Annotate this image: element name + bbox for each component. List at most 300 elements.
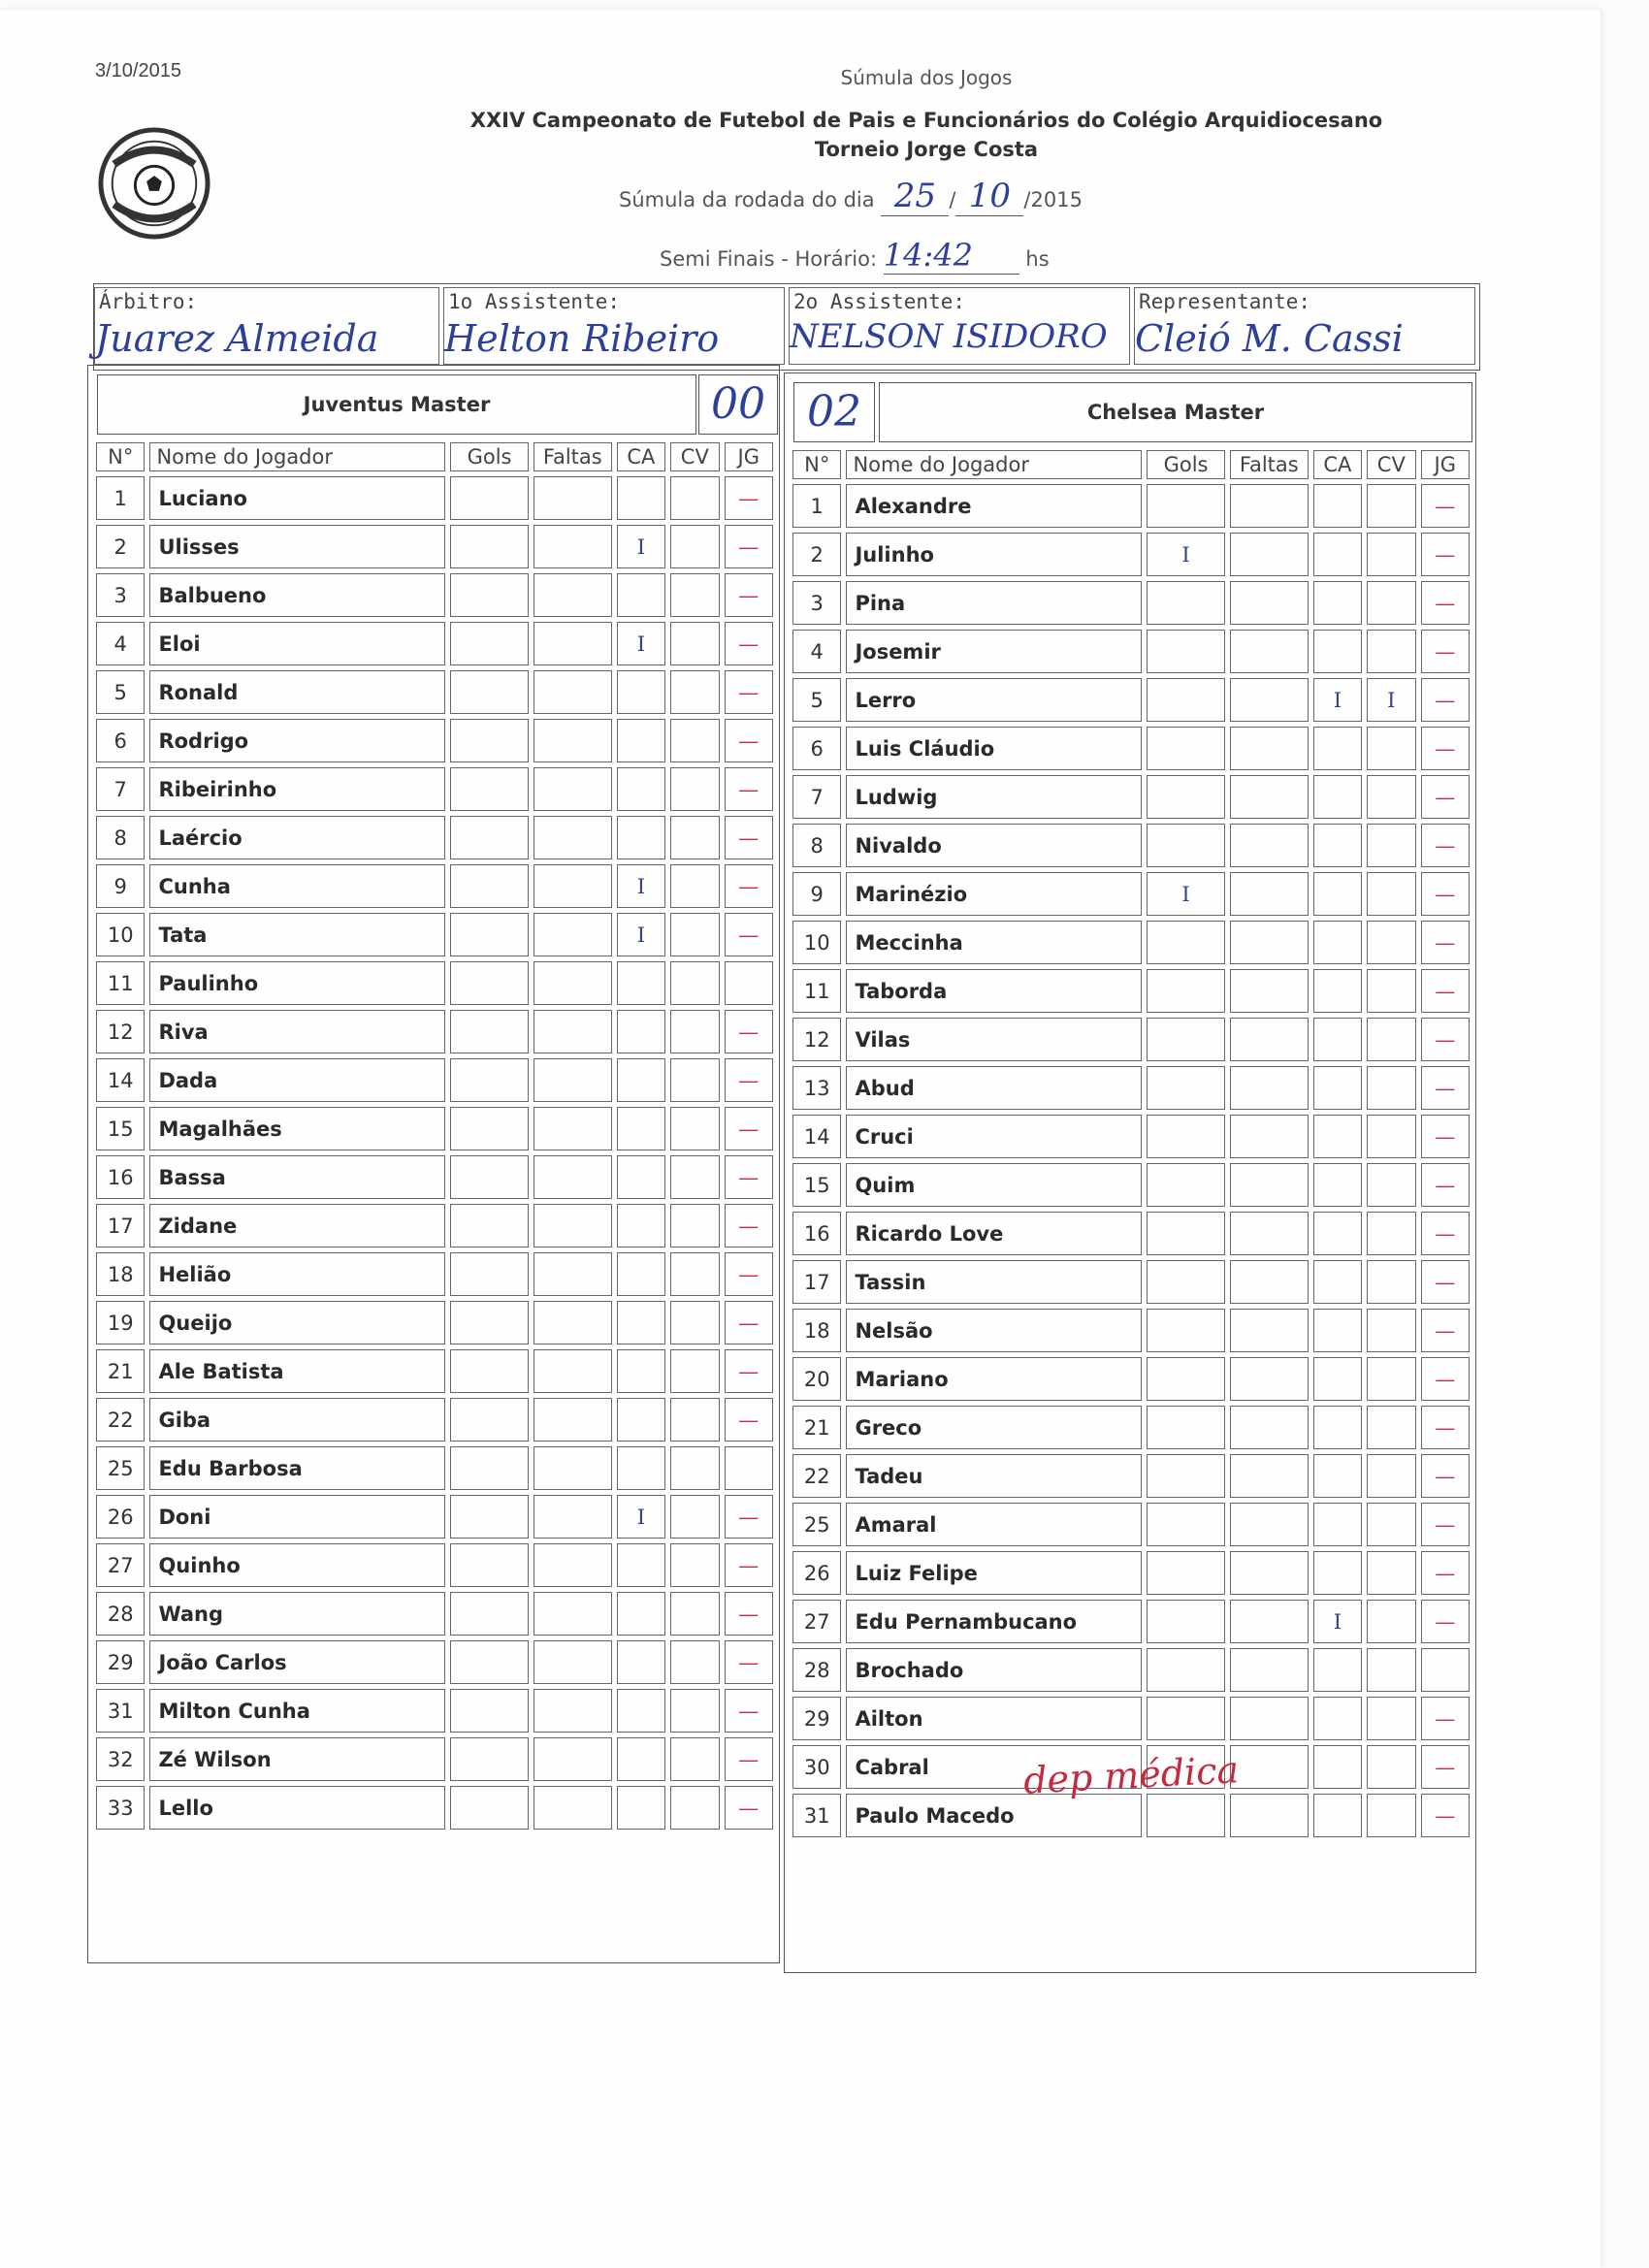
player-name: Riva (149, 1010, 445, 1053)
player-fouls (1230, 533, 1309, 576)
player-row (96, 1010, 773, 1053)
player-number: 26 (96, 1495, 145, 1539)
player-number: 3 (792, 581, 841, 625)
player-name: Milton Cunha (149, 1689, 445, 1733)
player-row (792, 1454, 1470, 1498)
player-red-card (1367, 1648, 1415, 1692)
player-goals (450, 816, 529, 859)
round-year: 2015 (1030, 188, 1083, 211)
player-yellow-card (1313, 1018, 1362, 1061)
player-row (96, 1252, 773, 1296)
medical-dept-note: dep médica (1022, 1748, 1241, 1802)
player-red-card (1367, 1551, 1415, 1595)
player-name: Josemir (846, 630, 1142, 673)
player-played: — (725, 1204, 773, 1247)
player-row (96, 864, 773, 908)
representative-name: Cleió M. Cassi (1135, 317, 1404, 360)
player-name: Lerro (846, 678, 1142, 722)
player-goals (1147, 1503, 1225, 1546)
player-played: — (725, 1398, 773, 1442)
player-name: Ale Batista (149, 1349, 445, 1393)
player-row (96, 961, 773, 1005)
player-red-card (1367, 775, 1415, 819)
col-yellow-card: CA (1313, 450, 1362, 479)
player-fouls (534, 1252, 612, 1296)
player-yellow-card (1313, 1454, 1362, 1498)
player-fouls (1230, 1745, 1309, 1789)
player-red-card (1367, 1066, 1415, 1110)
player-name: Eloi (149, 622, 445, 665)
player-number: 9 (96, 864, 145, 908)
player-yellow-card (1313, 775, 1362, 819)
player-yellow-card (617, 1446, 665, 1490)
sheet-subtitle: Súmula dos Jogos (840, 66, 1013, 89)
referee-box (94, 287, 439, 365)
player-number: 32 (96, 1737, 145, 1781)
player-fouls (1230, 581, 1309, 625)
player-yellow-card (1313, 1794, 1362, 1837)
player-fouls (1230, 1406, 1309, 1449)
away-roster-header (792, 450, 1470, 479)
player-played: — (725, 864, 773, 908)
player-played: — (1421, 1697, 1470, 1740)
player-red-card (670, 961, 719, 1005)
player-played: — (1421, 775, 1470, 819)
player-goals (1147, 678, 1225, 722)
player-red-card (670, 1592, 719, 1636)
player-number: 30 (792, 1745, 841, 1789)
referee-name: Juarez Almeida (95, 317, 379, 360)
player-red-card (670, 1446, 719, 1490)
player-yellow-card (1313, 1745, 1362, 1789)
player-yellow-card (1313, 1115, 1362, 1158)
score-sheet (0, 10, 1600, 2268)
player-red-card (670, 1349, 719, 1393)
home-roster-header (96, 442, 773, 471)
round-date-line: Súmula da rodada do dia 25 / 10 /2015 (619, 177, 1083, 215)
player-goals (450, 1640, 529, 1684)
assistant2-label: 2o Assistente: (793, 290, 966, 313)
player-name: Cunha (149, 864, 445, 908)
player-name: Ludwig (846, 775, 1142, 819)
player-played: — (1421, 872, 1470, 916)
player-name: Zidane (149, 1204, 445, 1247)
player-row (96, 1349, 773, 1393)
player-row (792, 872, 1470, 916)
player-row (792, 1309, 1470, 1352)
player-row (792, 484, 1470, 528)
player-red-card (670, 1107, 719, 1150)
player-red-card (670, 573, 719, 617)
championship-title: XXIV Campeonato de Futebol de Pais e Funcionários do Colégio Arquidiocesano (469, 109, 1383, 132)
player-played: — (725, 1107, 773, 1150)
player-fouls (534, 816, 612, 859)
player-goals (1147, 1212, 1225, 1255)
player-goals (1147, 1648, 1225, 1692)
player-row (96, 767, 773, 811)
player-red-card (670, 1640, 719, 1684)
player-fouls (1230, 1066, 1309, 1110)
player-name: Quinho (149, 1543, 445, 1587)
player-played: — (725, 1786, 773, 1830)
player-goals (1147, 1551, 1225, 1595)
player-played (1421, 1648, 1470, 1692)
player-row (792, 727, 1470, 770)
player-row (792, 1406, 1470, 1449)
player-goals (450, 670, 529, 714)
player-yellow-card (617, 1689, 665, 1733)
player-yellow-card (1313, 872, 1362, 916)
player-red-card (1367, 1794, 1415, 1837)
player-name: Amaral (846, 1503, 1142, 1546)
player-fouls (1230, 1551, 1309, 1595)
player-fouls (534, 719, 612, 762)
player-name: Ulisses (149, 525, 445, 568)
player-row (96, 1543, 773, 1587)
player-played: — (1421, 1551, 1470, 1595)
player-name: Paulinho (149, 961, 445, 1005)
player-row (792, 1794, 1470, 1837)
player-row (792, 581, 1470, 625)
player-played: — (725, 476, 773, 520)
player-fouls (534, 573, 612, 617)
player-goals (450, 573, 529, 617)
player-goals (1147, 1018, 1225, 1061)
player-number: 22 (96, 1398, 145, 1442)
player-red-card (1367, 969, 1415, 1013)
player-played: — (1421, 1406, 1470, 1449)
away-team-name: Chelsea Master (879, 382, 1472, 442)
player-goals (450, 1301, 529, 1345)
player-yellow-card (617, 1155, 665, 1199)
player-played: — (725, 1349, 773, 1393)
player-number: 15 (792, 1163, 841, 1207)
player-played: — (725, 1010, 773, 1053)
player-number: 1 (792, 484, 841, 528)
player-name: Bassa (149, 1155, 445, 1199)
player-goals (1147, 1697, 1225, 1740)
player-row (96, 573, 773, 617)
player-name: Brochado (846, 1648, 1142, 1692)
player-played: — (1421, 581, 1470, 625)
player-fouls (534, 864, 612, 908)
player-red-card (670, 525, 719, 568)
player-name: Tadeu (846, 1454, 1142, 1498)
player-goals (1147, 1163, 1225, 1207)
player-red-card (670, 1058, 719, 1102)
col-goals: Gols (1147, 450, 1225, 479)
player-red-card (670, 1543, 719, 1587)
player-number: 29 (792, 1697, 841, 1740)
col-fouls: Faltas (534, 442, 612, 471)
player-number: 26 (792, 1551, 841, 1595)
player-fouls (1230, 1260, 1309, 1304)
player-goals (450, 1592, 529, 1636)
col-yellow-card: CA (617, 442, 665, 471)
player-number: 28 (96, 1592, 145, 1636)
player-row (96, 1737, 773, 1781)
player-red-card (670, 864, 719, 908)
player-yellow-card: I (1313, 678, 1362, 722)
player-name: Dada (149, 1058, 445, 1102)
player-name: Quim (846, 1163, 1142, 1207)
player-yellow-card (617, 1592, 665, 1636)
player-name: Alexandre (846, 484, 1142, 528)
player-fouls (1230, 969, 1309, 1013)
player-row (792, 969, 1470, 1013)
player-name: Doni (149, 1495, 445, 1539)
player-name: Abud (846, 1066, 1142, 1110)
match-time: 14:42 (884, 237, 1019, 275)
player-fouls (1230, 1115, 1309, 1158)
player-goals (1147, 1454, 1225, 1498)
player-name: Paulo Macedo (846, 1794, 1142, 1837)
player-goals (450, 1349, 529, 1393)
player-fouls (1230, 872, 1309, 916)
player-fouls (534, 1592, 612, 1636)
player-row (792, 630, 1470, 673)
player-number: 16 (792, 1212, 841, 1255)
player-yellow-card (617, 719, 665, 762)
player-red-card (1367, 1600, 1415, 1643)
player-row (792, 1503, 1470, 1546)
player-row (792, 1260, 1470, 1304)
player-row (96, 816, 773, 859)
player-played: — (725, 525, 773, 568)
player-red-card (670, 1398, 719, 1442)
player-number: 21 (792, 1406, 841, 1449)
player-goals (450, 476, 529, 520)
player-played: — (725, 622, 773, 665)
player-yellow-card (617, 1786, 665, 1830)
assistant2-name: NELSON ISIDORO (790, 317, 1108, 356)
player-fouls (1230, 630, 1309, 673)
player-goals: I (1147, 872, 1225, 916)
player-red-card (1367, 581, 1415, 625)
player-played: — (725, 573, 773, 617)
player-name: Greco (846, 1406, 1142, 1449)
player-fouls (1230, 1600, 1309, 1643)
player-red-card (1367, 1454, 1415, 1498)
assistant2-box (789, 287, 1130, 365)
player-name: Ribeirinho (149, 767, 445, 811)
player-fouls (534, 1737, 612, 1781)
player-number: 18 (792, 1309, 841, 1352)
player-goals (450, 719, 529, 762)
player-row (96, 1204, 773, 1247)
player-number: 6 (792, 727, 841, 770)
player-goals (1147, 484, 1225, 528)
player-fouls (534, 961, 612, 1005)
player-number: 31 (96, 1689, 145, 1733)
player-fouls (1230, 824, 1309, 867)
player-yellow-card (617, 476, 665, 520)
player-fouls (1230, 1163, 1309, 1207)
player-row (96, 622, 773, 665)
player-fouls (1230, 1794, 1309, 1837)
player-yellow-card (617, 1543, 665, 1587)
player-row (96, 1640, 773, 1684)
player-yellow-card (617, 767, 665, 811)
player-red-card (1367, 1503, 1415, 1546)
player-red-card (670, 670, 719, 714)
player-yellow-card (617, 670, 665, 714)
player-red-card (670, 476, 719, 520)
player-red-card (670, 1155, 719, 1199)
player-fouls (1230, 1357, 1309, 1401)
player-played: — (1421, 824, 1470, 867)
player-name: Lello (149, 1786, 445, 1830)
player-name: Luiz Felipe (846, 1551, 1142, 1595)
representative-label: Representante: (1139, 290, 1311, 313)
player-fouls (1230, 484, 1309, 528)
player-red-card (670, 622, 719, 665)
player-name: Nivaldo (846, 824, 1142, 867)
time-suffix: hs (1025, 247, 1050, 271)
player-played: — (1421, 1503, 1470, 1546)
player-fouls (534, 1155, 612, 1199)
player-number: 21 (96, 1349, 145, 1393)
player-number: 25 (792, 1503, 841, 1546)
col-played: JG (725, 442, 773, 471)
player-name: Helião (149, 1252, 445, 1296)
player-played (725, 961, 773, 1005)
player-played: — (1421, 484, 1470, 528)
player-played: — (1421, 1163, 1470, 1207)
player-red-card (1367, 630, 1415, 673)
player-played: — (1421, 969, 1470, 1013)
player-played (725, 1446, 773, 1490)
player-played: — (1421, 1115, 1470, 1158)
player-red-card (1367, 1018, 1415, 1061)
player-yellow-card (1313, 824, 1362, 867)
player-fouls (534, 1398, 612, 1442)
player-number: 4 (96, 622, 145, 665)
player-yellow-card (1313, 1697, 1362, 1740)
player-played: — (1421, 1212, 1470, 1255)
player-name: Edu Pernambucano (846, 1600, 1142, 1643)
player-yellow-card (1313, 630, 1362, 673)
player-red-card (1367, 484, 1415, 528)
player-played: — (725, 1640, 773, 1684)
player-row (792, 1551, 1470, 1595)
player-goals (1147, 727, 1225, 770)
player-number: 22 (792, 1454, 841, 1498)
player-yellow-card: I (617, 1495, 665, 1539)
player-number: 31 (792, 1794, 841, 1837)
stage-time-line (660, 237, 1050, 275)
player-row (792, 1697, 1470, 1740)
player-red-card (1367, 1745, 1415, 1789)
player-yellow-card (617, 1301, 665, 1345)
player-name: Meccinha (846, 921, 1142, 964)
player-yellow-card (1313, 921, 1362, 964)
player-goals (1147, 1357, 1225, 1401)
player-red-card (670, 1252, 719, 1296)
player-number: 13 (792, 1066, 841, 1110)
col-goals: Gols (450, 442, 529, 471)
player-red-card (670, 1786, 719, 1830)
player-goals (1147, 1066, 1225, 1110)
player-fouls (1230, 921, 1309, 964)
player-name: Edu Barbosa (149, 1446, 445, 1490)
away-roster-table (788, 445, 1474, 1842)
player-fouls (534, 1107, 612, 1150)
player-fouls (534, 1301, 612, 1345)
player-fouls (534, 1543, 612, 1587)
player-yellow-card (1313, 1212, 1362, 1255)
player-red-card (1367, 1260, 1415, 1304)
player-goals (450, 525, 529, 568)
player-name: Giba (149, 1398, 445, 1442)
player-name: Cabral (846, 1745, 1142, 1789)
player-red-card (1367, 533, 1415, 576)
player-goals (450, 767, 529, 811)
player-name: João Carlos (149, 1640, 445, 1684)
player-red-card (670, 1301, 719, 1345)
player-fouls (1230, 1454, 1309, 1498)
player-row (96, 476, 773, 520)
player-number: 18 (96, 1252, 145, 1296)
player-red-card (1367, 1163, 1415, 1207)
player-name: Magalhães (149, 1107, 445, 1150)
player-red-card (670, 719, 719, 762)
home-roster-table (91, 437, 778, 1834)
player-yellow-card (617, 816, 665, 859)
player-name: Cruci (846, 1115, 1142, 1158)
player-yellow-card (1313, 1648, 1362, 1692)
player-number: 5 (792, 678, 841, 722)
player-fouls (1230, 1212, 1309, 1255)
player-number: 28 (792, 1648, 841, 1692)
player-red-card (1367, 1212, 1415, 1255)
player-fouls (534, 1446, 612, 1490)
player-number: 5 (96, 670, 145, 714)
player-number: 25 (96, 1446, 145, 1490)
player-red-card (1367, 727, 1415, 770)
player-played: — (725, 913, 773, 956)
player-row (792, 1357, 1470, 1401)
player-row (96, 1058, 773, 1102)
player-goals (450, 1689, 529, 1733)
player-yellow-card (617, 1204, 665, 1247)
round-month: 10 (955, 177, 1023, 216)
player-fouls (534, 1786, 612, 1830)
player-number: 20 (792, 1357, 841, 1401)
player-fouls (1230, 1309, 1309, 1352)
player-row (96, 913, 773, 956)
player-played: — (1421, 630, 1470, 673)
col-played: JG (1421, 450, 1470, 479)
player-yellow-card: I (1313, 1600, 1362, 1643)
player-yellow-card (1313, 727, 1362, 770)
player-yellow-card (1313, 969, 1362, 1013)
player-yellow-card (1313, 1066, 1362, 1110)
player-goals (1147, 630, 1225, 673)
player-number: 17 (792, 1260, 841, 1304)
player-yellow-card (1313, 1309, 1362, 1352)
player-played: — (725, 1592, 773, 1636)
player-goals (1147, 969, 1225, 1013)
tournament-name: Torneio Jorge Costa (814, 138, 1039, 161)
player-red-card (670, 913, 719, 956)
player-number: 2 (96, 525, 145, 568)
col-red-card: CV (670, 442, 719, 471)
home-team-score: 00 (698, 374, 778, 435)
player-yellow-card (617, 1737, 665, 1781)
player-number: 9 (792, 872, 841, 916)
player-row (96, 1446, 773, 1490)
